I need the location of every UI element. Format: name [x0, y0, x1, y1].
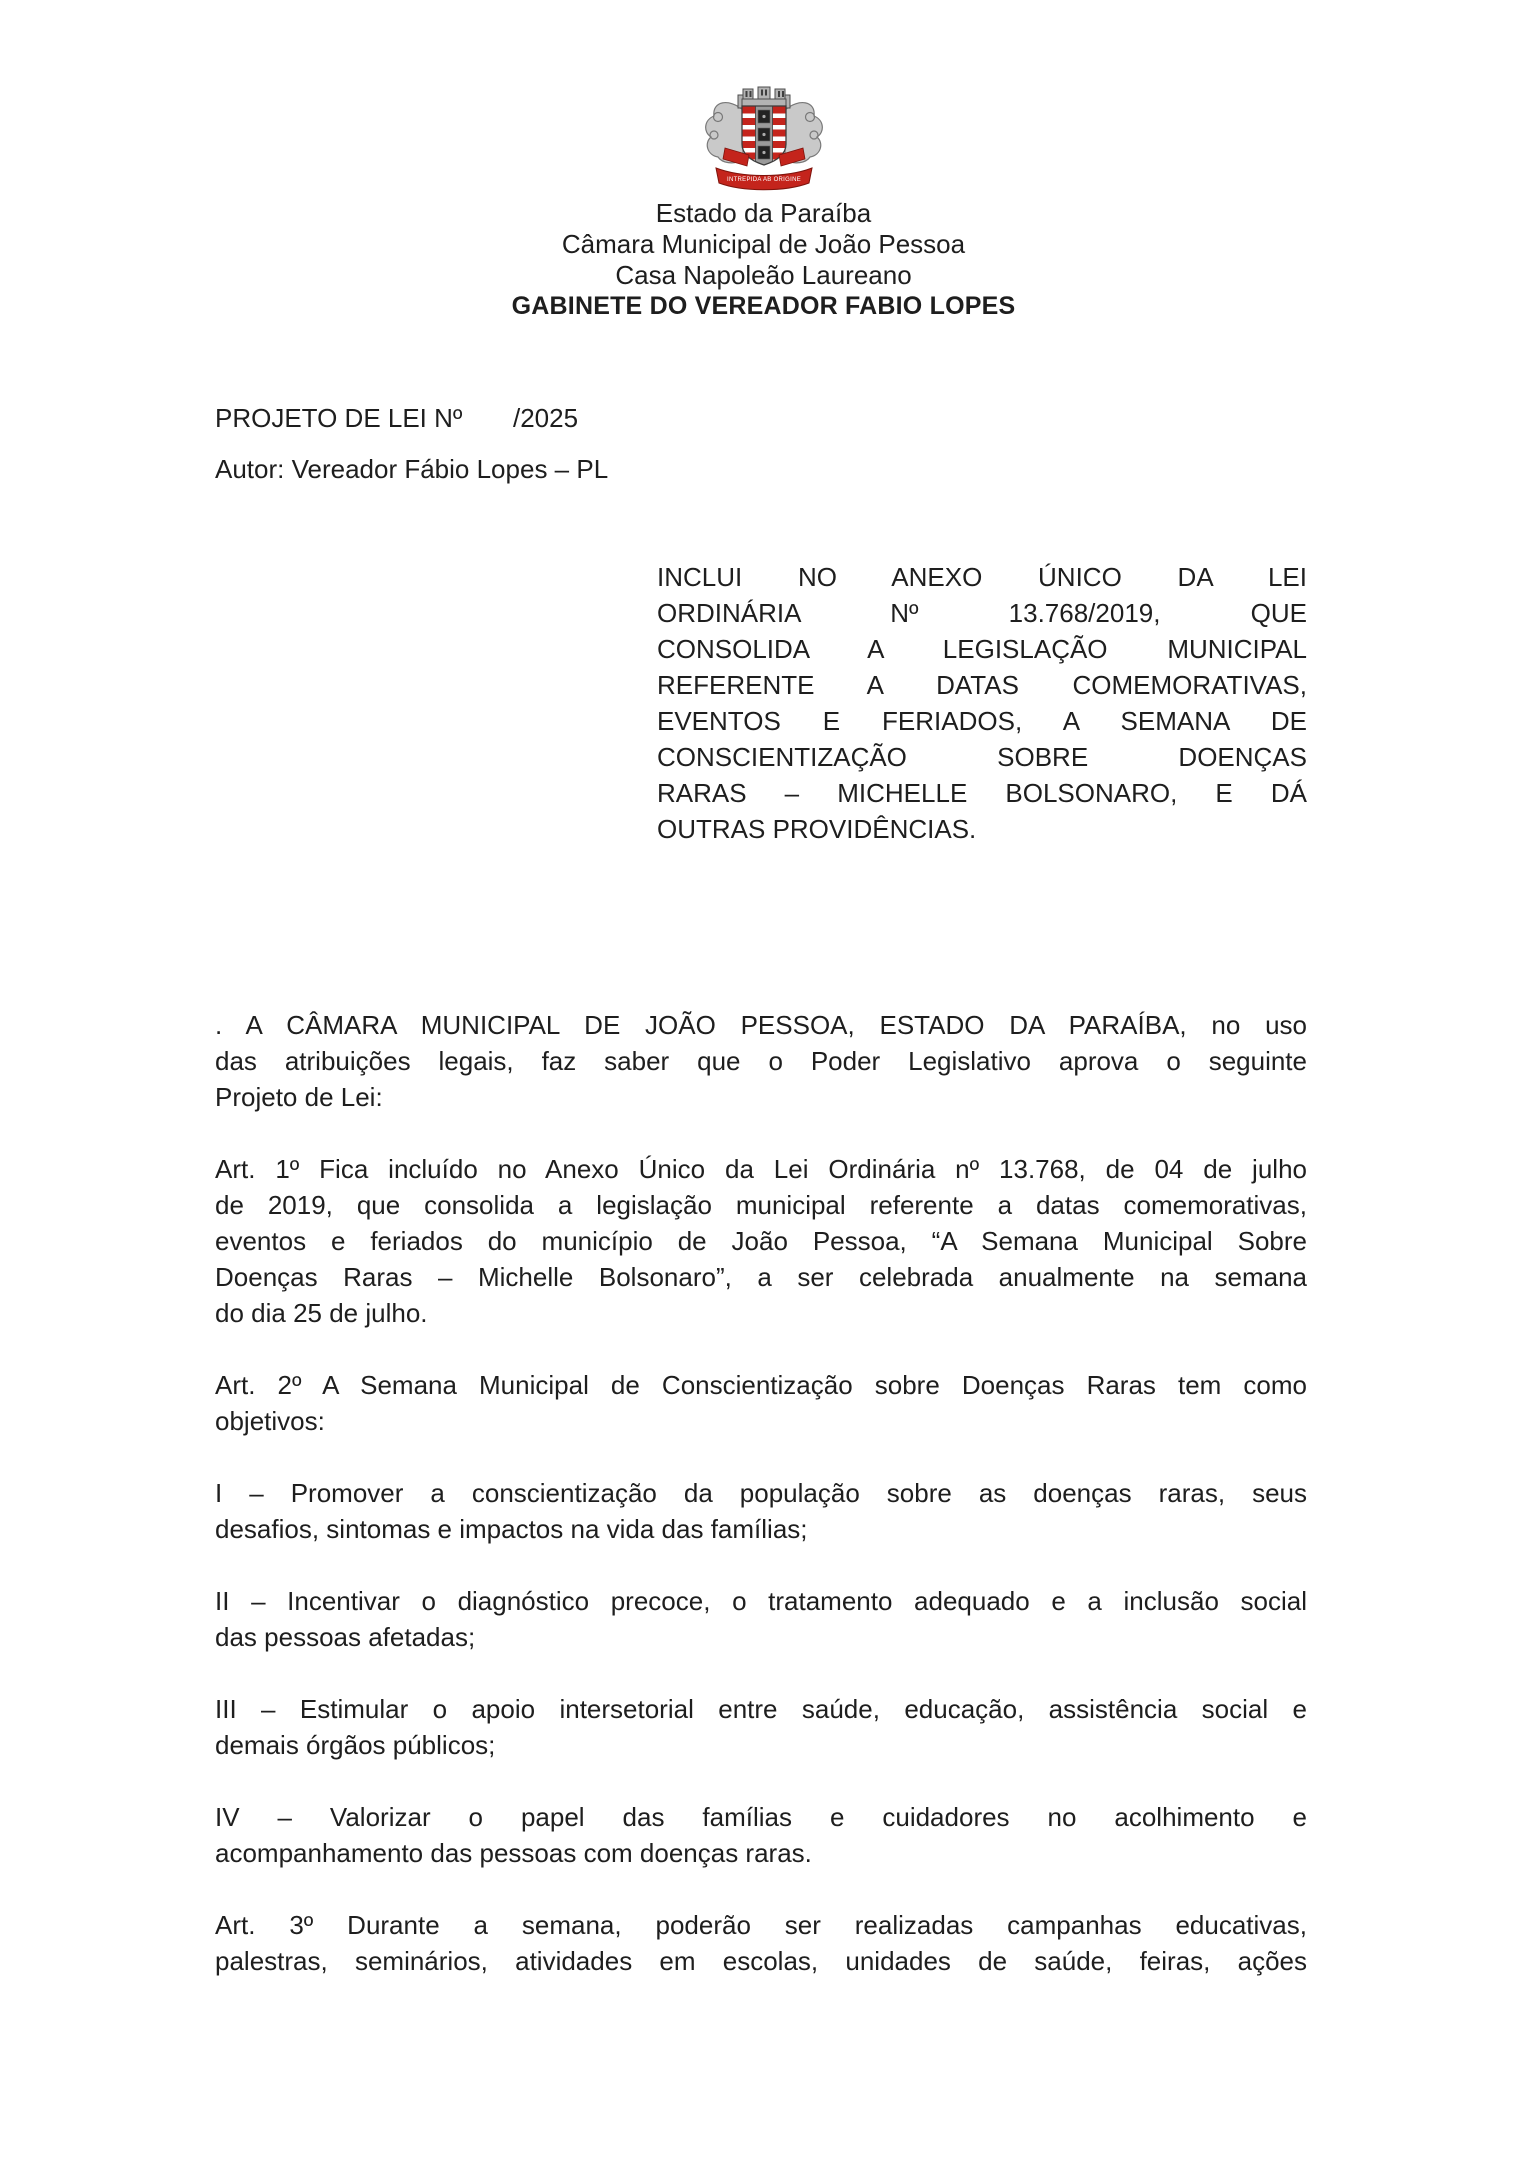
text-line: ORDINÁRIA Nº 13.768/2019, QUE: [657, 598, 1307, 628]
text-line: IV – Valorizar o papel das famílias e cuidadores no acolhimento e: [215, 1802, 1307, 1832]
text-line: Art. 2º A Semana Municipal de Conscientização sobre Doenças Raras tem como: [215, 1370, 1307, 1400]
crest-motto: INTREPIDA AB ORIGINE: [726, 177, 801, 183]
letterhead: [0, 198, 1527, 322]
text-line: acompanhamento das pessoas com doenças raras.: [215, 1838, 812, 1868]
text-line: CONSOLIDA A LEGISLAÇÃO MUNICIPAL: [657, 634, 1307, 664]
paragraph-art-1: [215, 1151, 1307, 1331]
paragraph-preamble: [215, 1007, 1307, 1115]
text-line: EVENTOS E FERIADOS, A SEMANA DE: [657, 706, 1307, 736]
coat-of-arms-icon: [697, 86, 831, 192]
crest-crown: [738, 87, 790, 108]
text-line: Art. 3º Durante a semana, poderão ser realizadas campanhas educativas,: [215, 1910, 1307, 1940]
paragraph-art-2: [215, 1367, 1307, 1439]
text-line: desafios, sintomas e impactos na vida das famílias;: [215, 1514, 808, 1544]
text-line: I – Promover a conscientização da população sobre as doenças raras, seus: [215, 1478, 1307, 1508]
text-line: demais órgãos públicos;: [215, 1730, 496, 1760]
text-line: . A CÂMARA MUNICIPAL DE JOÃO PESSOA, ESTADO DA PARAÍBA, no uso: [215, 1010, 1307, 1040]
text-line: de 2019, que consolida a legislação municipal referente a datas comemorativas,: [215, 1190, 1307, 1220]
text-line: objetivos:: [215, 1406, 325, 1436]
text-line: das atribuições legais, faz saber que o Poder Legislativo aprova o seguinte: [215, 1046, 1307, 1076]
paragraph-item-2: [215, 1583, 1307, 1655]
bill-summary: [657, 559, 1307, 847]
text-line: das pessoas afetadas;: [215, 1622, 476, 1652]
paragraph-item-3: [215, 1691, 1307, 1763]
text-line: Art. 1º Fica incluído no Anexo Único da Lei Ordinária nº 13.768, de 04 de julho: [215, 1154, 1307, 1184]
text-line: II – Incentivar o diagnóstico precoce, o tratamento adequado e a inclusão social: [215, 1586, 1307, 1616]
letterhead-house: Casa Napoleão Laureano: [615, 260, 912, 290]
crest-banner: [716, 168, 812, 190]
text-line: INCLUI NO ANEXO ÚNICO DA LEI: [657, 562, 1307, 592]
paragraph-item-4: [215, 1799, 1307, 1871]
letterhead-chamber: Câmara Municipal de João Pessoa: [561, 229, 966, 259]
text-line: eventos e feriados do município de João Pessoa, “A Semana Municipal Sobre: [215, 1226, 1307, 1256]
document-body: [215, 400, 1307, 1979]
text-line: REFERENTE A DATAS COMEMORATIVAS,: [657, 670, 1307, 700]
paragraph-item-1: [215, 1475, 1307, 1547]
paragraph-art-3: [215, 1907, 1307, 1979]
letterhead-state: Estado da Paraíba: [655, 198, 872, 228]
text-line: OUTRAS PROVIDÊNCIAS.: [657, 814, 977, 844]
bill-title: PROJETO DE LEI Nº /2025: [215, 403, 579, 433]
text-line: palestras, seminários, atividades em escolas, unidades de saúde, feiras, ações: [215, 1946, 1307, 1976]
text-line: Doenças Raras – Michelle Bolsonaro”, a ser celebrada anualmente na semana: [215, 1262, 1307, 1292]
text-line: Projeto de Lei:: [215, 1082, 383, 1112]
letterhead-office: GABINETE DO VEREADOR FABIO LOPES: [511, 292, 1016, 320]
text-line: CONSCIENTIZAÇÃO SOBRE DOENÇAS: [657, 742, 1307, 772]
text-line: III – Estimular o apoio intersetorial entre saúde, educação, assistência social e: [215, 1694, 1307, 1724]
text-line: RARAS – MICHELLE BOLSONARO, E DÁ: [657, 778, 1307, 808]
bill-author-line: Autor: Vereador Fábio Lopes – PL: [215, 454, 609, 484]
text-line: do dia 25 de julho.: [215, 1298, 428, 1328]
